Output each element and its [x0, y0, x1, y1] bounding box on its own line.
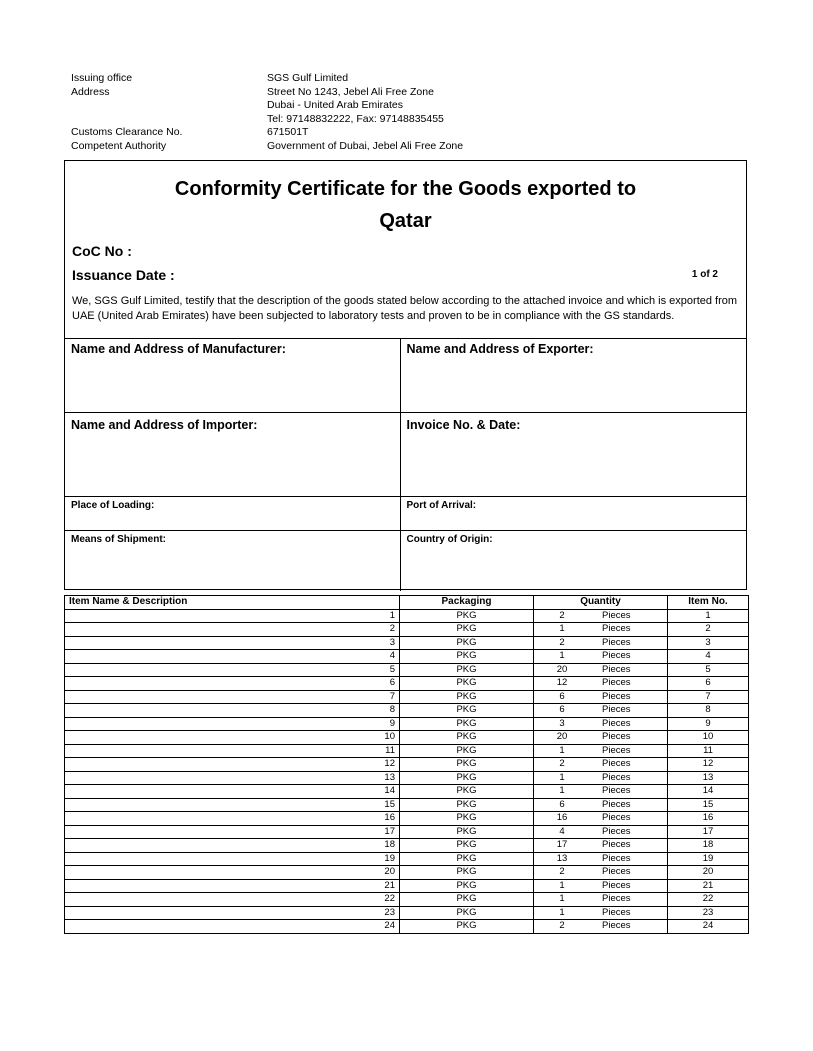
issuer-header: [71, 72, 463, 153]
table-row: [65, 717, 749, 731]
row-qty-unit: Pieces: [602, 704, 631, 715]
items-header-row: [65, 596, 749, 610]
row-line-no: 21: [65, 879, 400, 893]
table-row: [65, 866, 749, 880]
row-packaging: PKG: [400, 920, 534, 934]
row-quantity: [534, 744, 668, 758]
row-qty-unit: Pieces: [602, 623, 631, 634]
row-item-no: 13: [668, 771, 749, 785]
row-line-no: 5: [65, 663, 400, 677]
row-item-no: 8: [668, 704, 749, 718]
row-line-no: 12: [65, 758, 400, 772]
row-qty-value: 20: [556, 663, 568, 675]
table-row: [65, 650, 749, 664]
coc-no-label: CoC No :: [72, 243, 132, 259]
manufacturer-label: Name and Address of Manufacturer:: [65, 339, 400, 413]
certificate-title: [65, 173, 746, 237]
row-qty-value: 2: [559, 866, 565, 877]
row-qty-unit: Pieces: [602, 717, 631, 729]
table-row: [65, 825, 749, 839]
table-row: [65, 758, 749, 772]
row-packaging: PKG: [400, 852, 534, 866]
row-qty-value: 2: [559, 609, 565, 621]
row-qty-unit: Pieces: [602, 839, 631, 850]
address-label: Address: [71, 85, 110, 98]
row-qty-value: 17: [556, 839, 568, 850]
row-item-no: 14: [668, 785, 749, 799]
row-quantity: [534, 812, 668, 826]
row-quantity: [534, 690, 668, 704]
row-qty-unit: Pieces: [602, 906, 631, 918]
table-row: [65, 906, 749, 920]
row-qty-value: 1: [559, 893, 565, 904]
row-qty-value: 6: [559, 704, 565, 715]
row-quantity: [534, 758, 668, 772]
row-qty-value: 1: [559, 879, 565, 891]
arrival-label: Port of Arrival:: [400, 497, 746, 531]
row-quantity: [534, 650, 668, 664]
authority-label: Competent Authority: [71, 139, 167, 152]
row-qty-unit: Pieces: [602, 663, 631, 675]
row-packaging: PKG: [400, 906, 534, 920]
row-item-no: 9: [668, 717, 749, 731]
row-packaging: PKG: [400, 744, 534, 758]
row-item-no: 10: [668, 731, 749, 745]
compliance-statement: We, SGS Gulf Limited, testify that the description of the goods stated below according to the attached invoice and which is exported from UAE (United Arab Emirates) have been subjected to laboratory tests and proven to be in compliance with the GS standards.: [72, 295, 738, 322]
table-row: [65, 879, 749, 893]
certificate-box: [64, 160, 747, 590]
row-item-no: 23: [668, 906, 749, 920]
row-item-no: 21: [668, 879, 749, 893]
row-quantity: [534, 825, 668, 839]
row-packaging: PKG: [400, 785, 534, 799]
row-qty-unit: Pieces: [602, 785, 631, 796]
row-quantity: [534, 636, 668, 650]
row-packaging: PKG: [400, 825, 534, 839]
row-qty-value: 16: [556, 812, 568, 823]
row-qty-value: 3: [559, 717, 565, 729]
row-item-no: 17: [668, 825, 749, 839]
row-item-no: 20: [668, 866, 749, 880]
issuing-office: SGS Gulf Limited: [267, 72, 349, 84]
col-desc-header: Item Name & Description: [65, 596, 400, 610]
row-qty-unit: Pieces: [602, 825, 631, 837]
row-quantity: [534, 677, 668, 691]
row-qty-value: 1: [559, 785, 565, 796]
row-line-no: 17: [65, 825, 400, 839]
table-row: [65, 663, 749, 677]
row-line-no: 8: [65, 704, 400, 718]
row-qty-value: 1: [559, 744, 565, 756]
row-line-no: 4: [65, 650, 400, 664]
row-qty-unit: Pieces: [602, 609, 631, 621]
row-qty-value: 2: [559, 920, 565, 931]
row-line-no: 11: [65, 744, 400, 758]
row-qty-unit: Pieces: [602, 690, 631, 702]
page-number: 1 of 2: [691, 269, 718, 280]
row-qty-unit: Pieces: [602, 852, 631, 864]
row-qty-unit: Pieces: [602, 866, 631, 877]
row-packaging: PKG: [400, 690, 534, 704]
row-quantity: [534, 879, 668, 893]
row-qty-value: 1: [559, 906, 565, 918]
row-item-no: 12: [668, 758, 749, 772]
row-packaging: PKG: [400, 798, 534, 812]
row-packaging: PKG: [400, 758, 534, 772]
row-packaging: PKG: [400, 636, 534, 650]
row-qty-unit: Pieces: [602, 771, 631, 783]
row-line-no: 16: [65, 812, 400, 826]
row-qty-value: 13: [556, 852, 568, 864]
table-row: [65, 785, 749, 799]
row-qty-value: 2: [559, 636, 565, 648]
row-item-no: 5: [668, 663, 749, 677]
row-quantity: [534, 920, 668, 934]
row-quantity: [534, 852, 668, 866]
address-line: Tel: 97148832222, Fax: 97148835455: [267, 112, 444, 125]
row-line-no: 22: [65, 893, 400, 907]
row-packaging: PKG: [400, 650, 534, 664]
row-line-no: 7: [65, 690, 400, 704]
row-line-no: 6: [65, 677, 400, 691]
table-row: [65, 839, 749, 853]
customs-no: 671501T: [267, 126, 309, 138]
row-qty-value: 6: [559, 690, 565, 702]
row-packaging: PKG: [400, 866, 534, 880]
row-quantity: [534, 704, 668, 718]
row-quantity: [534, 893, 668, 907]
row-line-no: 18: [65, 839, 400, 853]
row-item-no: 1: [668, 609, 749, 623]
row-item-no: 2: [668, 623, 749, 637]
col-packaging-header: Packaging: [400, 596, 534, 610]
table-row: [65, 852, 749, 866]
row-quantity: [534, 731, 668, 745]
row-packaging: PKG: [400, 704, 534, 718]
address-line: Dubai - United Arab Emirates: [267, 99, 403, 111]
row-qty-value: 1: [559, 650, 565, 661]
row-line-no: 19: [65, 852, 400, 866]
row-qty-value: 4: [559, 825, 565, 837]
row-qty-value: 12: [556, 677, 568, 688]
importer-label: Name and Address of Importer:: [65, 413, 400, 497]
row-item-no: 4: [668, 650, 749, 664]
row-line-no: 23: [65, 906, 400, 920]
table-row: [65, 677, 749, 691]
row-qty-value: 1: [559, 623, 565, 634]
row-packaging: PKG: [400, 839, 534, 853]
row-packaging: PKG: [400, 731, 534, 745]
title-line-2: Qatar: [379, 210, 432, 232]
row-quantity: [534, 839, 668, 853]
invoice-label: Invoice No. & Date:: [400, 413, 746, 497]
origin-label: Country of Origin:: [400, 531, 746, 591]
row-quantity: [534, 717, 668, 731]
row-item-no: 11: [668, 744, 749, 758]
row-packaging: PKG: [400, 677, 534, 691]
row-qty-unit: Pieces: [602, 650, 631, 661]
col-quantity-header: Quantity: [534, 596, 668, 610]
row-qty-unit: Pieces: [602, 920, 631, 931]
row-quantity: [534, 906, 668, 920]
issuing-office-label: Issuing office: [71, 72, 133, 84]
row-item-no: 7: [668, 690, 749, 704]
row-qty-unit: Pieces: [602, 758, 631, 769]
row-line-no: 13: [65, 771, 400, 785]
row-packaging: PKG: [400, 663, 534, 677]
address-line: Street No 1243, Jebel Ali Free Zone: [267, 85, 434, 98]
row-packaging: PKG: [400, 879, 534, 893]
row-line-no: 2: [65, 623, 400, 637]
row-qty-unit: Pieces: [602, 744, 631, 756]
row-packaging: PKG: [400, 609, 534, 623]
row-qty-value: 20: [556, 731, 568, 742]
row-qty-unit: Pieces: [602, 812, 631, 823]
row-line-no: 9: [65, 717, 400, 731]
table-row: [65, 623, 749, 637]
row-packaging: PKG: [400, 623, 534, 637]
row-item-no: 16: [668, 812, 749, 826]
table-row: [65, 704, 749, 718]
row-item-no: 18: [668, 839, 749, 853]
row-line-no: 20: [65, 866, 400, 880]
row-line-no: 3: [65, 636, 400, 650]
customs-label: Customs Clearance No.: [71, 126, 183, 138]
authority: Government of Dubai, Jebel Ali Free Zone: [267, 139, 464, 152]
title-line-1: Conformity Certificate for the Goods exported to: [174, 178, 637, 200]
row-item-no: 3: [668, 636, 749, 650]
shipment-label: Means of Shipment:: [65, 531, 400, 591]
table-row: [65, 771, 749, 785]
row-item-no: 6: [668, 677, 749, 691]
row-qty-value: 2: [559, 758, 565, 769]
row-quantity: [534, 623, 668, 637]
table-row: [65, 744, 749, 758]
row-line-no: 15: [65, 798, 400, 812]
row-line-no: 1: [65, 609, 400, 623]
items-table: [64, 595, 749, 934]
row-qty-unit: Pieces: [602, 893, 631, 904]
table-row: [65, 731, 749, 745]
row-qty-unit: Pieces: [602, 731, 631, 742]
row-item-no: 22: [668, 893, 749, 907]
row-qty-value: 1: [559, 771, 565, 783]
row-item-no: 15: [668, 798, 749, 812]
row-item-no: 19: [668, 852, 749, 866]
row-line-no: 14: [65, 785, 400, 799]
row-item-no: 24: [668, 920, 749, 934]
row-packaging: PKG: [400, 717, 534, 731]
table-row: [65, 636, 749, 650]
table-row: [65, 798, 749, 812]
row-quantity: [534, 663, 668, 677]
row-qty-unit: Pieces: [602, 879, 631, 891]
row-line-no: 10: [65, 731, 400, 745]
table-row: [65, 690, 749, 704]
row-packaging: PKG: [400, 812, 534, 826]
table-row: [65, 920, 749, 934]
row-line-no: 24: [65, 920, 400, 934]
exporter-label: Name and Address of Exporter:: [400, 339, 746, 413]
row-packaging: PKG: [400, 893, 534, 907]
table-row: [65, 812, 749, 826]
row-qty-unit: Pieces: [602, 677, 631, 688]
table-row: [65, 893, 749, 907]
row-quantity: [534, 798, 668, 812]
row-qty-value: 6: [559, 798, 565, 810]
row-qty-unit: Pieces: [602, 636, 631, 648]
col-item-no-header: Item No.: [668, 596, 749, 610]
row-qty-unit: Pieces: [602, 798, 631, 810]
row-quantity: [534, 785, 668, 799]
row-quantity: [534, 609, 668, 623]
row-quantity: [534, 771, 668, 785]
parties-grid: [65, 338, 746, 591]
issuance-date-label: Issuance Date :: [72, 267, 175, 283]
row-packaging: PKG: [400, 771, 534, 785]
row-quantity: [534, 866, 668, 880]
table-row: [65, 609, 749, 623]
loading-label: Place of Loading:: [65, 497, 400, 531]
